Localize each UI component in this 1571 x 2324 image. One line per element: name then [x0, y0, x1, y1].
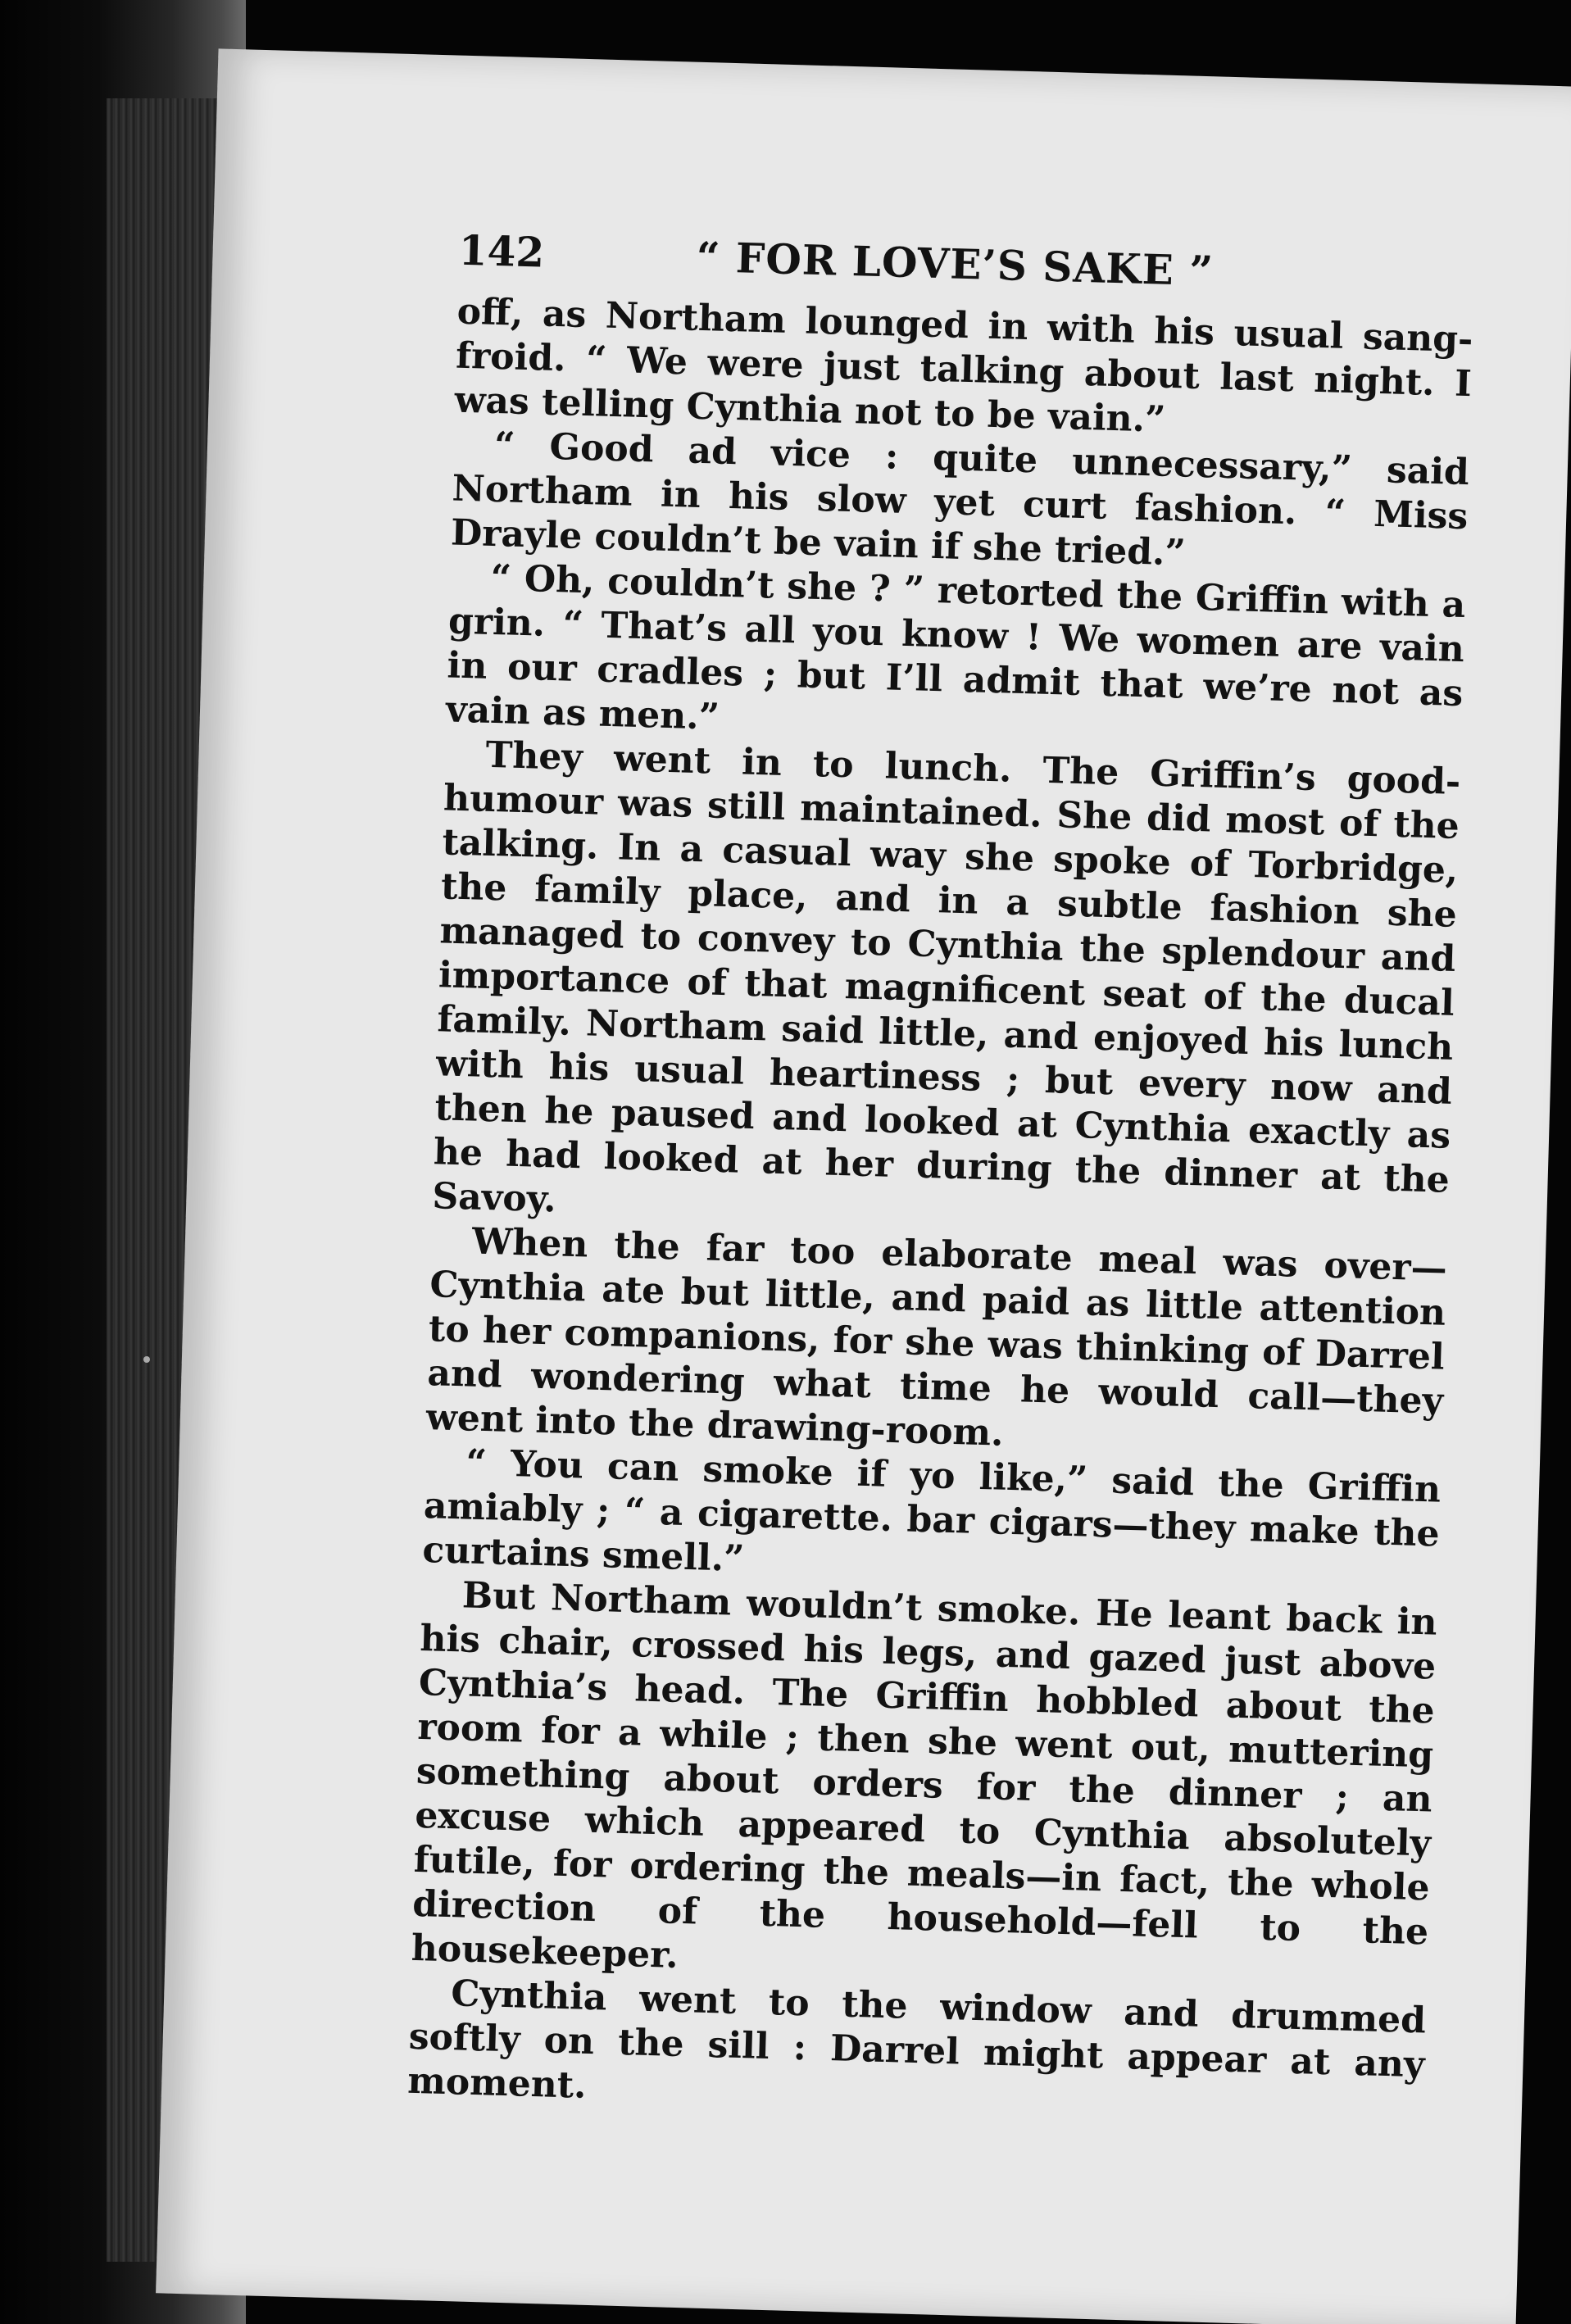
- paragraph: “ You can smoke if yo like,” said the Griffin amiably ; “ a cigarette. bar cigars—they make the curtains smell.”: [421, 1441, 1442, 1580]
- paragraph: Cynthia went to the window and drummed softly on the sill : Darrel might appear at any moment.: [406, 1972, 1427, 2107]
- paragraph: “ Good ad vice : quite unnecessary,” said Northam in his slow yet curt fashion. “ Miss Drayle couldn’t be vain if she tried.”: [450, 424, 1470, 574]
- paragraph: “ Oh, couldn’t she ? ” retorted the Griffin with a grin. “ That’s all you know ! We women are vain in our cradles ; but I’ll admit that we’re not as vain as men.”: [445, 556, 1466, 738]
- printed-page: [156, 48, 1571, 2324]
- paragraph: They went in to lunch. The Griffin’s good-humour was still maintained. She did most of the talking. In a casual way she spoke of Torbridge, the family place, and in a subtle fashion she managed to convey to Cynthia the splendour and importance of that magnificent seat of the ducal family. Northam said little, and enjoyed his lunch with his usual heartiness ; but every now and then he paused and looked at Cynthia exactly as he had looked at her during the dinner at the Savoy.: [431, 733, 1461, 1221]
- paragraph: But Northam wouldn’t smoke. He leant back in his chair, crossed his legs, and gazed just above Cynthia’s head. The Griffin hobbled about the room for a while ; then she went out, muttering something about orders for the dinner ; an excuse which appeared to Cynthia absolutely futile, for ordering the meals—in fact, the whole direction of the household—fell to the housekeeper.: [411, 1574, 1438, 1977]
- running-title: “ FOR LOVE’S SAKE ”: [695, 232, 1215, 296]
- scan-speck: [143, 1356, 150, 1363]
- page-number: 142: [458, 225, 545, 277]
- paragraph: off, as Northam lounged in with his usual sang-froid. “ We were just talking about last night. I was telling Cynthia not to be vain.”: [454, 290, 1473, 441]
- paragraph: When the far too elaborate meal was over—Cynthia ate but little, and paid as little attention to her companions, for she was thinking of Darrel and wondering what time he would call—they went into the drawing-room.: [425, 1220, 1448, 1455]
- text-block: [407, 211, 1476, 2132]
